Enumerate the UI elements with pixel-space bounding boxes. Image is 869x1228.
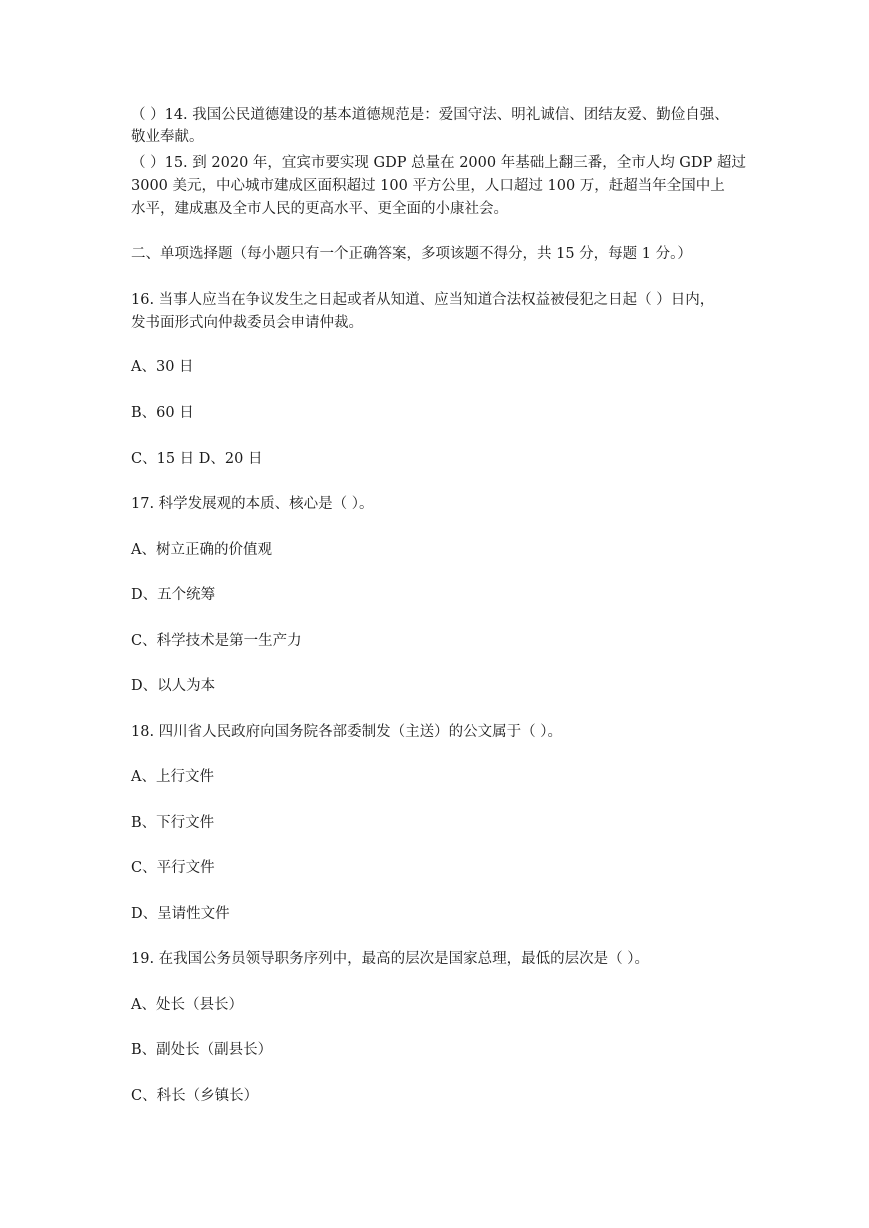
q14-line-2: 敬业奉献。 (131, 129, 204, 145)
q15-line-3: 水平，建成惠及全市人民的更高水平、更全面的小康社会。 (131, 201, 508, 217)
section-heading: 二、单项选择题（每小题只有一个正确答案，多项该题不得分，共 15 分，每题 1 分。） (131, 246, 692, 262)
q16-stem-line-1: 16. 当事人应当在争议发生之日起或者从知道、应当知道合法权益被侵犯之日起（ ）日内， (131, 292, 715, 308)
q19-option-b: B、副处长（副县长） (131, 1042, 273, 1058)
q18-stem: 18. 四川省人民政府向国务院各部委制发（主送）的公文属于（ ）。 (131, 724, 563, 740)
q17-option-d: D、以人为本 (131, 678, 216, 694)
q16-option-c-d: C、15 日 D、20 日 (131, 451, 263, 467)
q14-line-1: （ ）14. 我国公民道德建设的基本道德规范是：爱国守法、明礼诚信、团结友爱、勤俭自强、 (131, 107, 729, 123)
q17-option-d-first: D、五个统筹 (131, 587, 216, 603)
q17-option-c: C、科学技术是第一生产力 (131, 633, 302, 649)
q15-line-2: 3000 美元，中心城市建成区面积超过 100 平方公里，人口超过 100 万，赶超当年全国中上 (131, 178, 725, 194)
q17-option-a: A、树立正确的价值观 (131, 542, 272, 558)
q18-option-d: D、呈请性文件 (131, 906, 230, 922)
q16-option-b: B、60 日 (131, 405, 194, 421)
q15-line-1: （ ）15. 到 2020 年，宜宾市要实现 GDP 总量在 2000 年基础上翻三番，全市人均 GDP 超过 (131, 155, 746, 171)
q16-stem-line-2: 发书面形式向仲裁委员会申请仲裁。 (131, 315, 363, 331)
q16-option-a: A、30 日 (131, 359, 194, 375)
q19-option-c: C、科长（乡镇长） (131, 1088, 259, 1104)
q18-option-a: A、上行文件 (131, 769, 214, 785)
q18-option-b: B、下行文件 (131, 815, 215, 831)
q18-option-c: C、平行文件 (131, 860, 215, 876)
q19-stem: 19. 在我国公务员领导职务序列中，最高的层次是国家总理，最低的层次是（ ）。 (131, 951, 650, 967)
q17-stem: 17. 科学发展观的本质、核心是（ ）。 (131, 496, 374, 512)
q19-option-a: A、处长（县长） (131, 997, 243, 1013)
